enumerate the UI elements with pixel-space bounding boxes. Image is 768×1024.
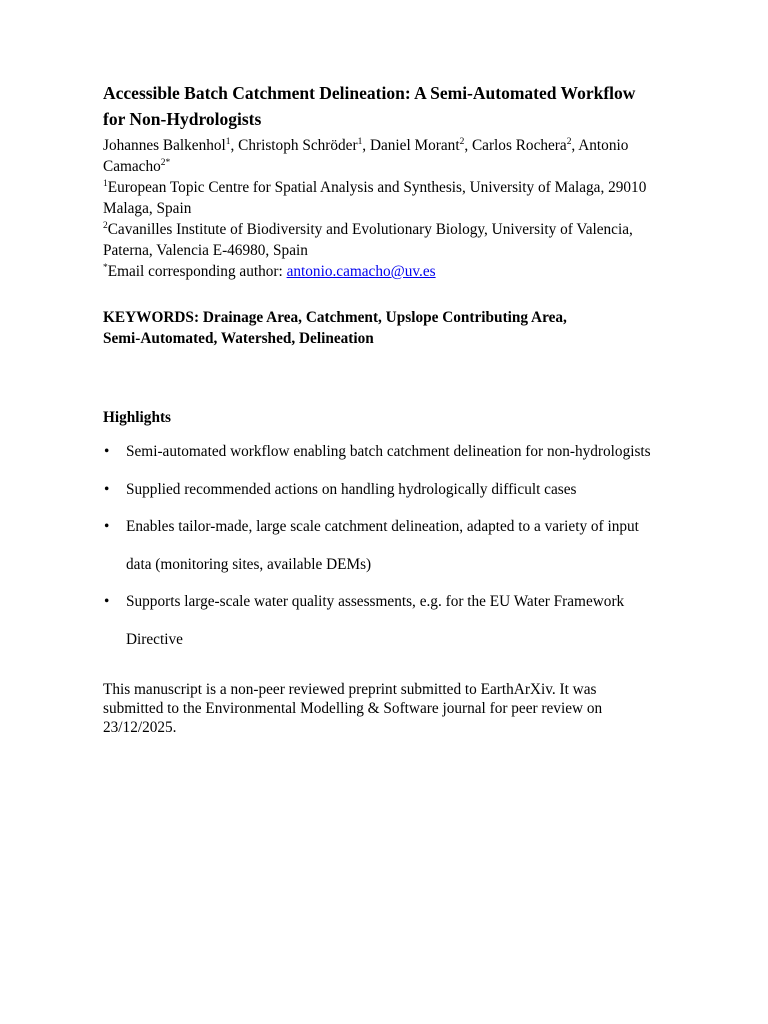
affiliation-sup: 1 xyxy=(103,178,108,189)
highlight-text: Supports large-scale water quality assessments, e.g. for the EU Water Framework Directive xyxy=(126,593,625,648)
highlights-heading: Highlights xyxy=(103,409,172,426)
author-name: , Antonio Camacho xyxy=(103,137,629,175)
highlight-text: Supplied recommended actions on handling hydrologically difficult cases xyxy=(126,480,577,498)
author-name: , Daniel Morant xyxy=(362,137,460,154)
affiliation-line xyxy=(103,219,663,261)
highlight-item xyxy=(103,508,663,583)
author-affiliation-sup: 1 xyxy=(357,136,363,147)
highlight-text: Enables tailor-made, large scale catchment delineation, adapted to a variety of input data (monitoring sites, available DEMs) xyxy=(126,518,639,573)
bullet-icon: • xyxy=(104,518,110,535)
author-affiliation-sup: 2 xyxy=(566,136,572,147)
bullet-icon: • xyxy=(104,480,110,498)
author-line xyxy=(103,135,663,177)
author-affiliation-sup: 1 xyxy=(225,136,231,147)
paper-title: Accessible Batch Catchment Delineation: A Semi-Automated Workflow for Non-Hydrologists xyxy=(103,83,636,129)
corresponding-label: Email corresponding author: xyxy=(107,263,287,280)
author-name: , Carlos Rochera xyxy=(464,137,567,154)
author-name: , Christoph Schröder xyxy=(230,137,358,154)
bullet-icon: • xyxy=(104,443,110,460)
corresponding-author-line xyxy=(103,261,663,282)
author-affiliation-sup: 2* xyxy=(160,157,171,168)
author-affiliation-sup: 2 xyxy=(459,136,465,147)
corresponding-sup: * xyxy=(103,262,108,273)
affiliation-sup: 2 xyxy=(103,220,108,231)
bullet-icon: • xyxy=(104,593,110,610)
affiliation-text: Cavanilles Institute of Biodiversity and Evolutionary Biology, University of Valencia, Paterna, Valencia E-46980, Spain xyxy=(103,221,633,259)
highlight-item xyxy=(103,471,663,509)
highlight-item xyxy=(103,583,663,658)
author-metadata-block xyxy=(103,135,663,282)
highlight-text: Semi-automated workflow enabling batch catchment delineation for non-hydrologists xyxy=(126,443,651,460)
author-name: Johannes Balkenhol xyxy=(103,137,226,154)
highlights-list xyxy=(103,433,663,658)
highlight-item xyxy=(103,433,663,471)
keywords-line: KEYWORDS: Drainage Area, Catchment, Upslope Contributing Area, Semi-Automated, Watershed, Delineation xyxy=(103,309,567,347)
preprint-disclaimer: This manuscript is a non-peer reviewed preprint submitted to EarthArXiv. It was submitted to the Environmental Modelling & Software journal for peer review on 23/12/2025. xyxy=(103,681,603,736)
corresponding-email-link[interactable]: antonio.camacho@uv.es xyxy=(286,263,436,280)
affiliation-line xyxy=(103,177,663,219)
affiliation-text: European Topic Centre for Spatial Analysis and Synthesis, University of Malaga, 29010 Malaga, Spain xyxy=(103,179,647,217)
